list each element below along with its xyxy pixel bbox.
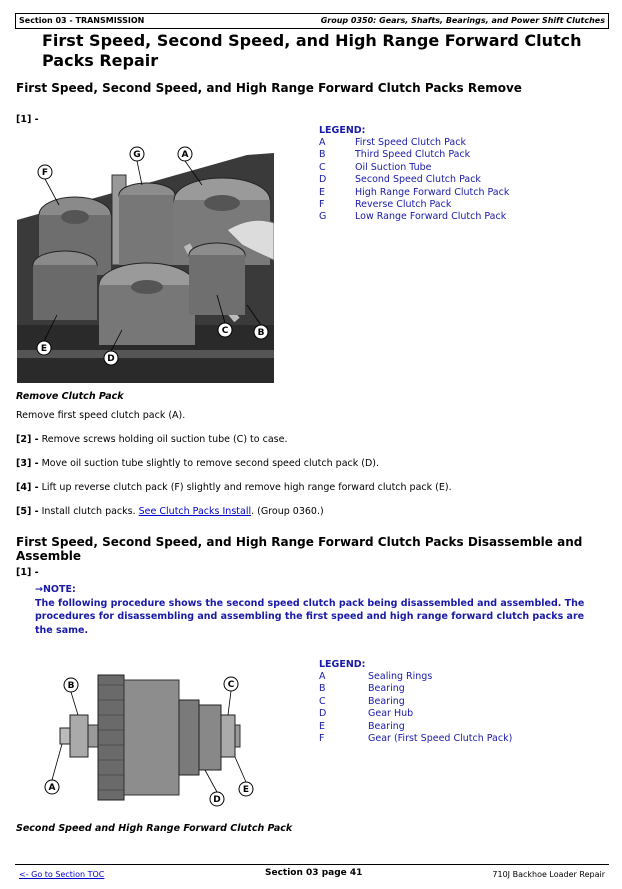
page-footer [15,864,609,881]
legend-row: C Bearing [319,695,405,707]
legend-row: E High Range Forward Clutch Pack [319,186,510,198]
clutch-pack-photo [17,145,274,383]
legend-row: B Bearing [319,683,405,695]
callout-e: E [40,344,48,354]
callout-a: A [48,783,56,793]
section-label: Section 03 - TRANSMISSION [19,16,145,25]
legend-row: A First Speed Clutch Pack [319,137,466,148]
section-toc-link[interactable]: <- Go to Section TOC [19,870,105,879]
legend-disassemble [319,659,599,745]
remove-step1-text: Remove first speed clutch pack (A). [16,410,186,421]
legend-row: B Third Speed Clutch Pack [319,149,471,161]
step-5: [5] - Install clutch packs. See Clutch Packs Install. (Group 0360.) [16,506,324,517]
legend-row: F Gear (First Speed Clutch Pack) [319,732,513,744]
note-block [35,583,597,637]
callout-f: F [41,168,49,178]
remove-heading: First Speed, Second Speed, and High Range Forward Clutch Packs Remove [16,81,522,95]
figure-caption-remove: Remove Clutch Pack [16,391,124,402]
legend-row: A Sealing Rings [319,671,433,682]
page-title: First Speed, Second Speed, and High Range Forward Clutch Packs Repair [42,31,582,70]
figure-caption-disassemble: Second Speed and High Range Forward Clutch Pack [16,823,293,834]
legend-title: LEGEND: [319,125,366,136]
legend-row: D Second Speed Clutch Pack [319,174,481,186]
remove-step1-label: [1] - [16,114,39,125]
step-3: [3] - Move oil suction tube slightly to remove second speed clutch pack (D). [16,458,380,469]
legend-row: F Reverse Clutch Pack [319,198,452,210]
step-2: [2] - Remove screws holding oil suction tube (C) to case. [16,434,288,445]
callout-c: C [227,680,235,690]
callout-b: B [67,681,75,691]
disassemble-heading: First Speed, Second Speed, and High Range Forward Clutch Packs Disassemble and Assemble [16,535,583,563]
legend-row: E Bearing [319,720,405,732]
page-header [15,13,609,29]
note-text: The following procedure shows the second speed clutch pack being disassembled and assembled. The procedures for disassembling and assembling the first speed and high range forward clutch packs are the same. [35,597,585,636]
callout-d: D [107,354,115,364]
legend-row: G Low Range Forward Clutch Pack [319,211,507,223]
legend-remove [319,125,599,224]
disassemble-step1-label: [1] - [16,567,39,578]
note-label: →NOTE: [35,584,76,595]
callout-e: E [242,785,250,795]
legend-row: D Gear Hub [319,708,414,720]
clutch-packs-install-link[interactable]: See Clutch Packs Install [138,506,252,517]
legend-row: C Oil Suction Tube [319,161,432,173]
callout-d: D [213,795,221,805]
document-title: 710J Backhoe Loader Repair [492,870,605,879]
second-speed-clutch-pack-image [40,670,255,810]
callout-b: B [257,328,265,338]
group-label: Group 0350: Gears, Shafts, Bearings, and Power Shift Clutches [320,16,605,25]
callout-g: G [133,150,141,160]
callout-a: A [181,150,189,160]
step-4: [4] - Lift up reverse clutch pack (F) slightly and remove high range forward clutch pack (E). [16,482,452,493]
page-number: Section 03 page 41 [265,868,363,878]
legend-title: LEGEND: [319,659,366,670]
callout-c: C [221,326,229,336]
